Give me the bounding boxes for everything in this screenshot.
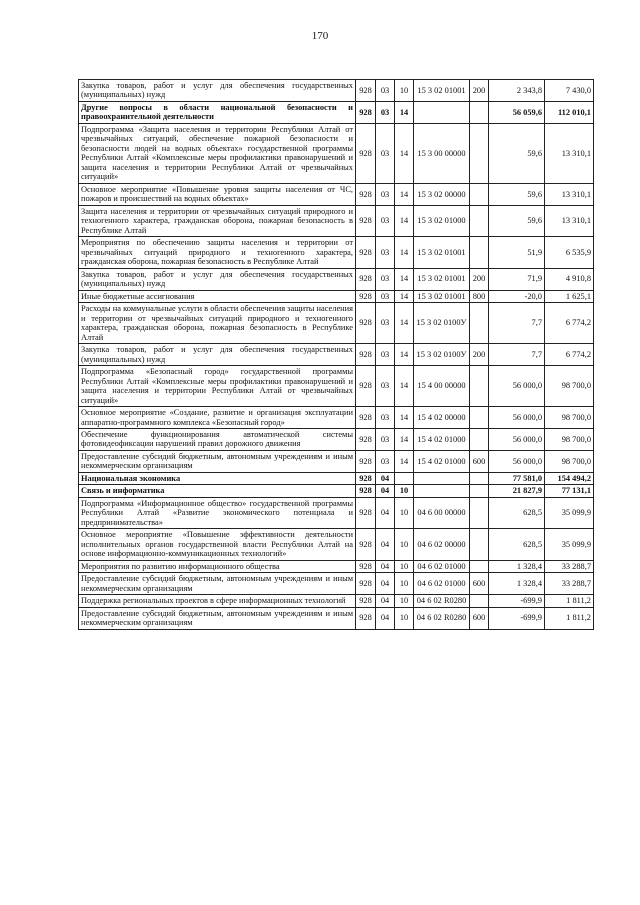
table-row [79,428,594,450]
row-target-article-code: 04 6 02 00000 [414,529,470,560]
row-ved-code: 928 [356,472,376,484]
row-ved-code: 928 [356,80,376,102]
row-ved-code: 928 [356,268,376,290]
row-expense-type-code: 200 [470,80,489,102]
row-subsection-code: 14 [395,101,414,123]
row-amount-total: 77 131,1 [545,485,594,497]
row-amount-total: 35 099,9 [545,529,594,560]
row-expense-type-code: 600 [470,573,489,595]
row-amount-total: 154 494,2 [545,472,594,484]
row-amount-change: 21 827,9 [489,485,545,497]
row-ved-code: 928 [356,366,376,407]
row-section-code: 03 [376,123,395,183]
row-target-article-code: 04 6 02 01000 [414,560,470,572]
row-section-code: 04 [376,560,395,572]
row-ved-code: 928 [356,344,376,366]
row-subsection-code: 10 [395,607,414,629]
table-row [79,344,594,366]
row-ved-code: 928 [356,101,376,123]
row-name: Подпрограмма «Безопасный город» государственной программы Республики Алтай «Комплексные меры профилактики правонарушений и защита населения и территории Республики Алтай от чрезвычайных ситуаций» [79,366,356,407]
table-row [79,366,594,407]
row-subsection-code: 10 [395,80,414,102]
row-target-article-code: 04 6 02 R0280 [414,607,470,629]
row-amount-change: 59,6 [489,123,545,183]
row-name: Мероприятия по обеспечению защиты населения и территории от чрезвычайных ситуаций природного и техногенного характера, гражданская оборона, пожарная безопасность в Республике Алтай [79,237,356,268]
row-target-article-code: 15 3 02 01001 [414,80,470,102]
table-row [79,560,594,572]
row-ved-code: 928 [356,560,376,572]
row-amount-total: 35 099,9 [545,497,594,528]
row-section-code: 03 [376,344,395,366]
table-row [79,101,594,123]
row-ved-code: 928 [356,428,376,450]
row-section-code: 04 [376,529,395,560]
row-target-article-code: 15 3 02 0100У [414,344,470,366]
row-name: Расходы на коммунальные услуги в области обеспечения защиты населения и территории от чрезвычайных ситуаций природного и техногенного характера, гражданская оборона, пожарная безопасность в Республике Алтай [79,303,356,344]
row-name: Защита населения и территории от чрезвычайных ситуаций природного и техногенного характера, гражданская оборона, пожарная безопасность в Республике Алтай [79,205,356,236]
row-section-code: 04 [376,497,395,528]
row-subsection-code: 14 [395,450,414,472]
row-name: Обеспечение функционирования автоматической системы фотовидеофиксации нарушений правил дорожного движения [79,428,356,450]
row-ved-code: 928 [356,237,376,268]
row-expense-type-code: 600 [470,450,489,472]
row-target-article-code: 15 4 00 00000 [414,366,470,407]
row-subsection-code: 14 [395,183,414,205]
table-row [79,183,594,205]
table-row [79,290,594,302]
row-amount-total: 13 310,1 [545,205,594,236]
table-row [79,573,594,595]
row-ved-code: 928 [356,183,376,205]
row-amount-change: 7,7 [489,303,545,344]
table-row [79,407,594,429]
row-expense-type-code [470,366,489,407]
row-expense-type-code [470,497,489,528]
table-row [79,472,594,484]
row-ved-code: 928 [356,303,376,344]
row-section-code: 03 [376,101,395,123]
row-name: Закупка товаров, работ и услуг для обеспечения государственных (муниципальных) нужд [79,268,356,290]
table-row [79,497,594,528]
row-amount-total: 112 010,1 [545,101,594,123]
row-target-article-code [414,485,470,497]
row-expense-type-code [470,472,489,484]
row-amount-change: 56 000,0 [489,366,545,407]
row-amount-change: 628,5 [489,497,545,528]
row-amount-total: 98 700,0 [545,428,594,450]
table-row [79,123,594,183]
table-row [79,607,594,629]
table-row [79,529,594,560]
row-subsection-code: 14 [395,366,414,407]
row-target-article-code: 04 6 02 R0280 [414,595,470,607]
row-section-code: 03 [376,268,395,290]
table-row [79,450,594,472]
row-amount-change: 7,7 [489,344,545,366]
row-amount-total: 98 700,0 [545,407,594,429]
row-expense-type-code [470,407,489,429]
row-ved-code: 928 [356,529,376,560]
row-subsection-code: 10 [395,560,414,572]
row-subsection-code: 14 [395,237,414,268]
row-name: Национальная экономика [79,472,356,484]
row-amount-change: 56 000,0 [489,450,545,472]
row-amount-total: 1 811,2 [545,607,594,629]
row-amount-change: -20,0 [489,290,545,302]
row-name: Предоставление субсидий бюджетным, автономным учреждениям и иным некоммерческим организациям [79,607,356,629]
row-target-article-code: 15 3 02 01001 [414,290,470,302]
row-amount-change: 51,9 [489,237,545,268]
table-row [79,595,594,607]
row-name: Основное мероприятие «Повышение эффективности деятельности исполнительных органов государственной власти Республики Алтай на основе информационно-коммуникационных технологий» [79,529,356,560]
row-amount-change: 59,6 [489,205,545,236]
row-section-code: 03 [376,428,395,450]
row-subsection-code: 10 [395,595,414,607]
row-subsection-code: 14 [395,407,414,429]
row-name: Основное мероприятие «Создание, развитие и организация эксплуатации аппаратно-программного комплекса «Безопасный город» [79,407,356,429]
row-section-code: 03 [376,303,395,344]
row-name: Предоставление субсидий бюджетным, автономным учреждениям и иным некоммерческим организациям [79,450,356,472]
row-ved-code: 928 [356,607,376,629]
row-name: Закупка товаров, работ и услуг для обеспечения государственных (муниципальных) нужд [79,344,356,366]
row-section-code: 03 [376,183,395,205]
row-name: Предоставление субсидий бюджетным, автономным учреждениям и иным некоммерческим организациям [79,573,356,595]
row-expense-type-code: 600 [470,607,489,629]
row-name: Связь и информатика [79,485,356,497]
row-amount-change: 71,9 [489,268,545,290]
table-row [79,237,594,268]
row-amount-change: -699,9 [489,607,545,629]
row-expense-type-code [470,529,489,560]
row-expense-type-code [470,428,489,450]
row-subsection-code: 10 [395,485,414,497]
row-expense-type-code: 200 [470,344,489,366]
row-section-code: 04 [376,472,395,484]
row-expense-type-code [470,560,489,572]
row-target-article-code: 15 3 02 01000 [414,205,470,236]
row-section-code: 03 [376,80,395,102]
row-amount-total: 4 910,8 [545,268,594,290]
row-target-article-code [414,472,470,484]
row-amount-change: 1 328,4 [489,560,545,572]
row-amount-change: 77 581,0 [489,472,545,484]
row-amount-total: 6 774,2 [545,344,594,366]
row-amount-total: 98 700,0 [545,450,594,472]
row-amount-change: 56 000,0 [489,428,545,450]
row-subsection-code: 14 [395,344,414,366]
row-section-code: 03 [376,237,395,268]
row-amount-total: 1 625,1 [545,290,594,302]
row-target-article-code: 15 4 02 01000 [414,450,470,472]
row-section-code: 04 [376,485,395,497]
row-expense-type-code [470,183,489,205]
row-ved-code: 928 [356,595,376,607]
row-subsection-code: 10 [395,573,414,595]
row-target-article-code: 15 3 02 0100У [414,303,470,344]
row-ved-code: 928 [356,407,376,429]
budget-table-body [79,80,594,630]
row-name: Подпрограмма «Информационное общество» государственной программы Республики Алтай «Развитие экономического потенциала и предпринимательства» [79,497,356,528]
row-expense-type-code [470,205,489,236]
row-amount-change: 56 059,6 [489,101,545,123]
row-ved-code: 928 [356,497,376,528]
row-target-article-code: 15 4 02 01000 [414,428,470,450]
row-amount-change: 59,6 [489,183,545,205]
row-ved-code: 928 [356,123,376,183]
row-amount-total: 13 310,1 [545,123,594,183]
row-section-code: 03 [376,290,395,302]
row-subsection-code [395,472,414,484]
row-amount-total: 6 774,2 [545,303,594,344]
row-amount-total: 7 430,0 [545,80,594,102]
table-row [79,80,594,102]
row-subsection-code: 14 [395,428,414,450]
row-expense-type-code: 800 [470,290,489,302]
row-section-code: 03 [376,366,395,407]
row-expense-type-code [470,237,489,268]
row-section-code: 04 [376,573,395,595]
row-amount-change: 1 328,4 [489,573,545,595]
row-amount-change: 56 000,0 [489,407,545,429]
row-subsection-code: 14 [395,290,414,302]
row-name: Поддержка региональных проектов в сфере информационных технологий [79,595,356,607]
row-amount-total: 6 535,9 [545,237,594,268]
row-target-article-code: 15 3 02 00000 [414,183,470,205]
row-subsection-code: 14 [395,268,414,290]
row-target-article-code: 15 3 00 00000 [414,123,470,183]
row-expense-type-code [470,485,489,497]
row-expense-type-code [470,595,489,607]
row-name: Подпрограмма «Защита населения и территории Республики Алтай от чрезвычайных ситуаций, обеспечение пожарной безопасности и безопасности людей на водных объектах» государственной программы Республики Алтай «Комплексные меры профилактики правонарушений и защита населения и территории Республики Алтай от чрезвычайных ситуаций» [79,123,356,183]
row-name: Основное мероприятие «Повышение уровня защиты населения от ЧС, пожаров и происшествий на водных объектах» [79,183,356,205]
row-ved-code: 928 [356,450,376,472]
row-ved-code: 928 [356,290,376,302]
table-row [79,485,594,497]
row-amount-total: 1 811,2 [545,595,594,607]
row-amount-change: 2 343,8 [489,80,545,102]
row-ved-code: 928 [356,485,376,497]
table-row [79,205,594,236]
row-name: Закупка товаров, работ и услуг для обеспечения государственных (муниципальных) нужд [79,80,356,102]
row-subsection-code: 14 [395,303,414,344]
row-expense-type-code: 200 [470,268,489,290]
row-amount-total: 13 310,1 [545,183,594,205]
row-subsection-code: 14 [395,205,414,236]
row-name: Иные бюджетные ассигнования [79,290,356,302]
row-section-code: 04 [376,607,395,629]
table-row [79,268,594,290]
row-amount-change: 628,5 [489,529,545,560]
row-name: Другие вопросы в области национальной безопасности и правоохранительной деятельности [79,101,356,123]
row-name: Мероприятия по развитию информационного общества [79,560,356,572]
row-amount-change: -699,9 [489,595,545,607]
row-target-article-code [414,101,470,123]
row-section-code: 03 [376,205,395,236]
row-subsection-code: 10 [395,529,414,560]
table-row [79,303,594,344]
row-section-code: 04 [376,595,395,607]
row-ved-code: 928 [356,205,376,236]
row-target-article-code: 15 3 02 01001 [414,268,470,290]
row-amount-total: 33 288,7 [545,560,594,572]
row-target-article-code: 15 3 02 01001 [414,237,470,268]
row-subsection-code: 14 [395,123,414,183]
page-number: 170 [311,30,329,42]
row-subsection-code: 10 [395,497,414,528]
row-target-article-code: 04 6 02 01000 [414,573,470,595]
row-target-article-code: 04 6 00 00000 [414,497,470,528]
row-section-code: 03 [376,407,395,429]
row-target-article-code: 15 4 02 00000 [414,407,470,429]
row-expense-type-code [470,303,489,344]
row-expense-type-code [470,123,489,183]
row-section-code: 03 [376,450,395,472]
row-amount-total: 33 288,7 [545,573,594,595]
row-ved-code: 928 [356,573,376,595]
budget-table [78,79,594,630]
row-expense-type-code [470,101,489,123]
row-amount-total: 98 700,0 [545,366,594,407]
